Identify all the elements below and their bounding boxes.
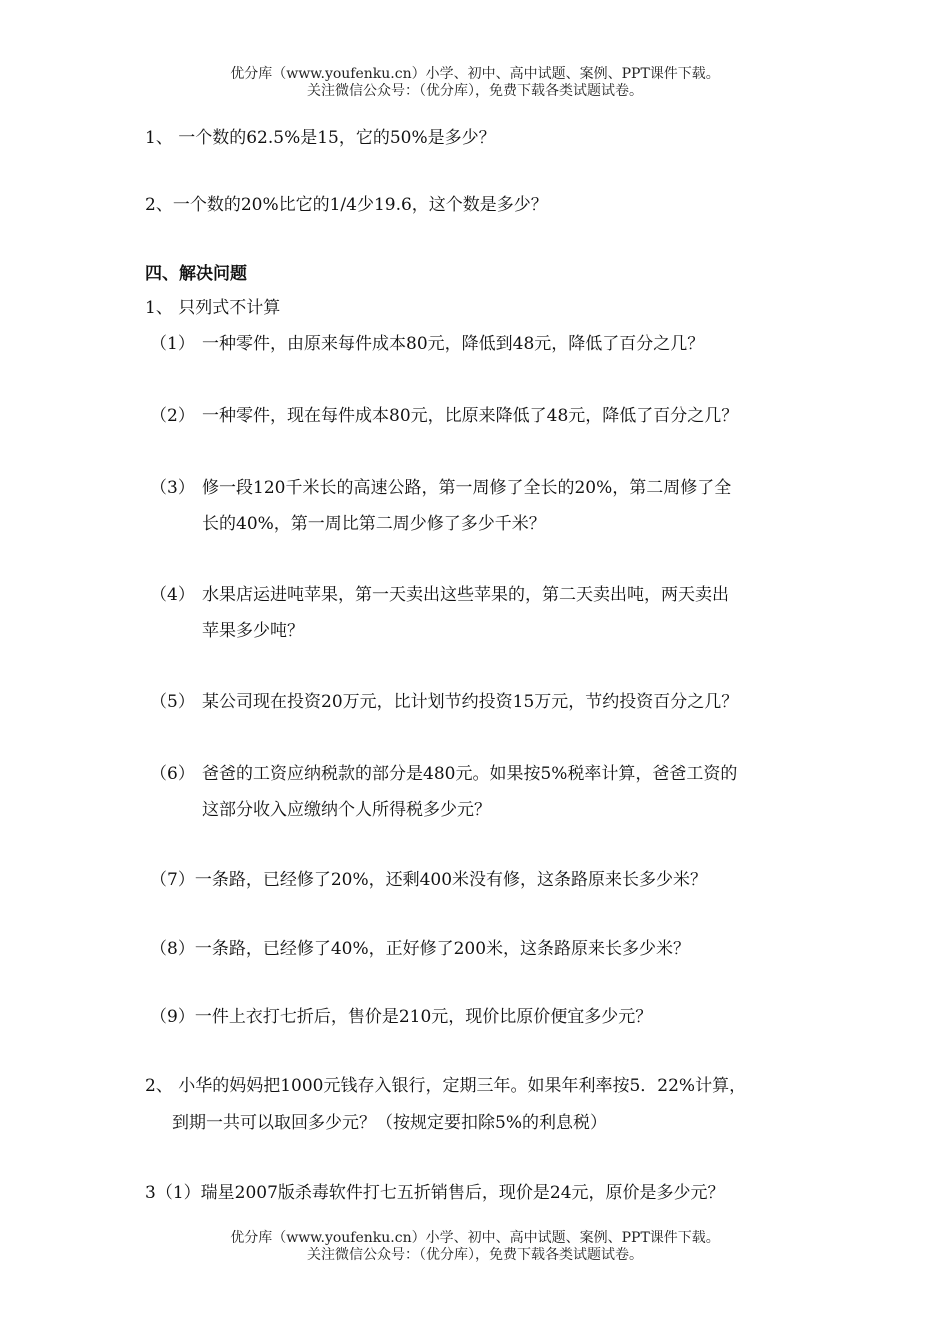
item-5-text: 某公司现在投资20万元，比计划节约投资15万元，节约投资百分之几？ (202, 692, 739, 712)
page-footer (0, 1230, 950, 1264)
question-1: 1、 一个数的62.5%是15，它的50%是多少？ (145, 128, 496, 148)
item-1-number: （1） (150, 334, 195, 354)
section-4-title: 四、解决问题 (145, 264, 247, 284)
part-1-title: 1、 只列式不计算 (145, 298, 281, 318)
question-2: 2、一个数的20%比它的1/4少19.6，这个数是多少？ (145, 195, 548, 215)
item-4-text-line-2: 苹果多少吨？ (202, 621, 304, 641)
item-5-number: （5） (150, 692, 195, 712)
footer-line-2: 关注微信公众号：（优分库），免费下载各类试题试卷。 (307, 1247, 643, 1263)
part-2-line-1: 2、 小华的妈妈把1000元钱存入银行，定期三年。如果年利率按5．22%计算， (145, 1076, 747, 1096)
item-6-text-line-1: 爸爸的工资应纳税款的部分是480元。如果按5%税率计算，爸爸工资的 (202, 764, 738, 784)
item-2-number: （2） (150, 406, 195, 426)
header-line-2: 关注微信公众号：（优分库），免费下载各类试题试卷。 (307, 83, 643, 99)
header-line-1: 优分库（www.youfenku.cn）小学、初中、高中试题、案例、PPT课件下载。 (230, 66, 720, 82)
item-2-text: 一种零件，现在每件成本80元，比原来降低了48元，降低了百分之几？ (202, 406, 739, 426)
page-header (0, 66, 950, 100)
item-1-text: 一种零件，由原来每件成本80元，降低到48元，降低了百分之几？ (202, 334, 705, 354)
item-8: （8）一条路，已经修了40%，正好修了200米，这条路原来长多少米？ (150, 939, 691, 959)
item-9: （9）一件上衣打七折后，售价是210元，现价比原价便宜多少元？ (150, 1007, 653, 1027)
item-6-number: （6） (150, 764, 195, 784)
item-6-text-line-2: 这部分收入应缴纳个人所得税多少元？ (202, 800, 491, 820)
part-3: 3（1）瑞星2007版杀毒软件打七五折销售后，现价是24元，原价是多少元？ (145, 1183, 725, 1203)
item-3-text-line-1: 修一段120千米长的高速公路，第一周修了全长的20%，第二周修了全 (202, 478, 732, 498)
item-3-number: （3） (150, 478, 195, 498)
item-4-text-line-1: 水果店运进吨苹果，第一天卖出这些苹果的，第二天卖出吨，两天卖出 (202, 585, 729, 605)
item-3-text-line-2: 长的40%，第一周比第二周少修了多少千米？ (202, 514, 546, 534)
item-7: （7）一条路，已经修了20%，还剩400米没有修，这条路原来长多少米？ (150, 870, 708, 890)
item-4-number: （4） (150, 585, 195, 605)
part-2-line-2: 到期一共可以取回多少元？（按规定要扣除5%的利息税） (172, 1113, 607, 1133)
footer-line-1: 优分库（www.youfenku.cn）小学、初中、高中试题、案例、PPT课件下载。 (230, 1230, 720, 1246)
